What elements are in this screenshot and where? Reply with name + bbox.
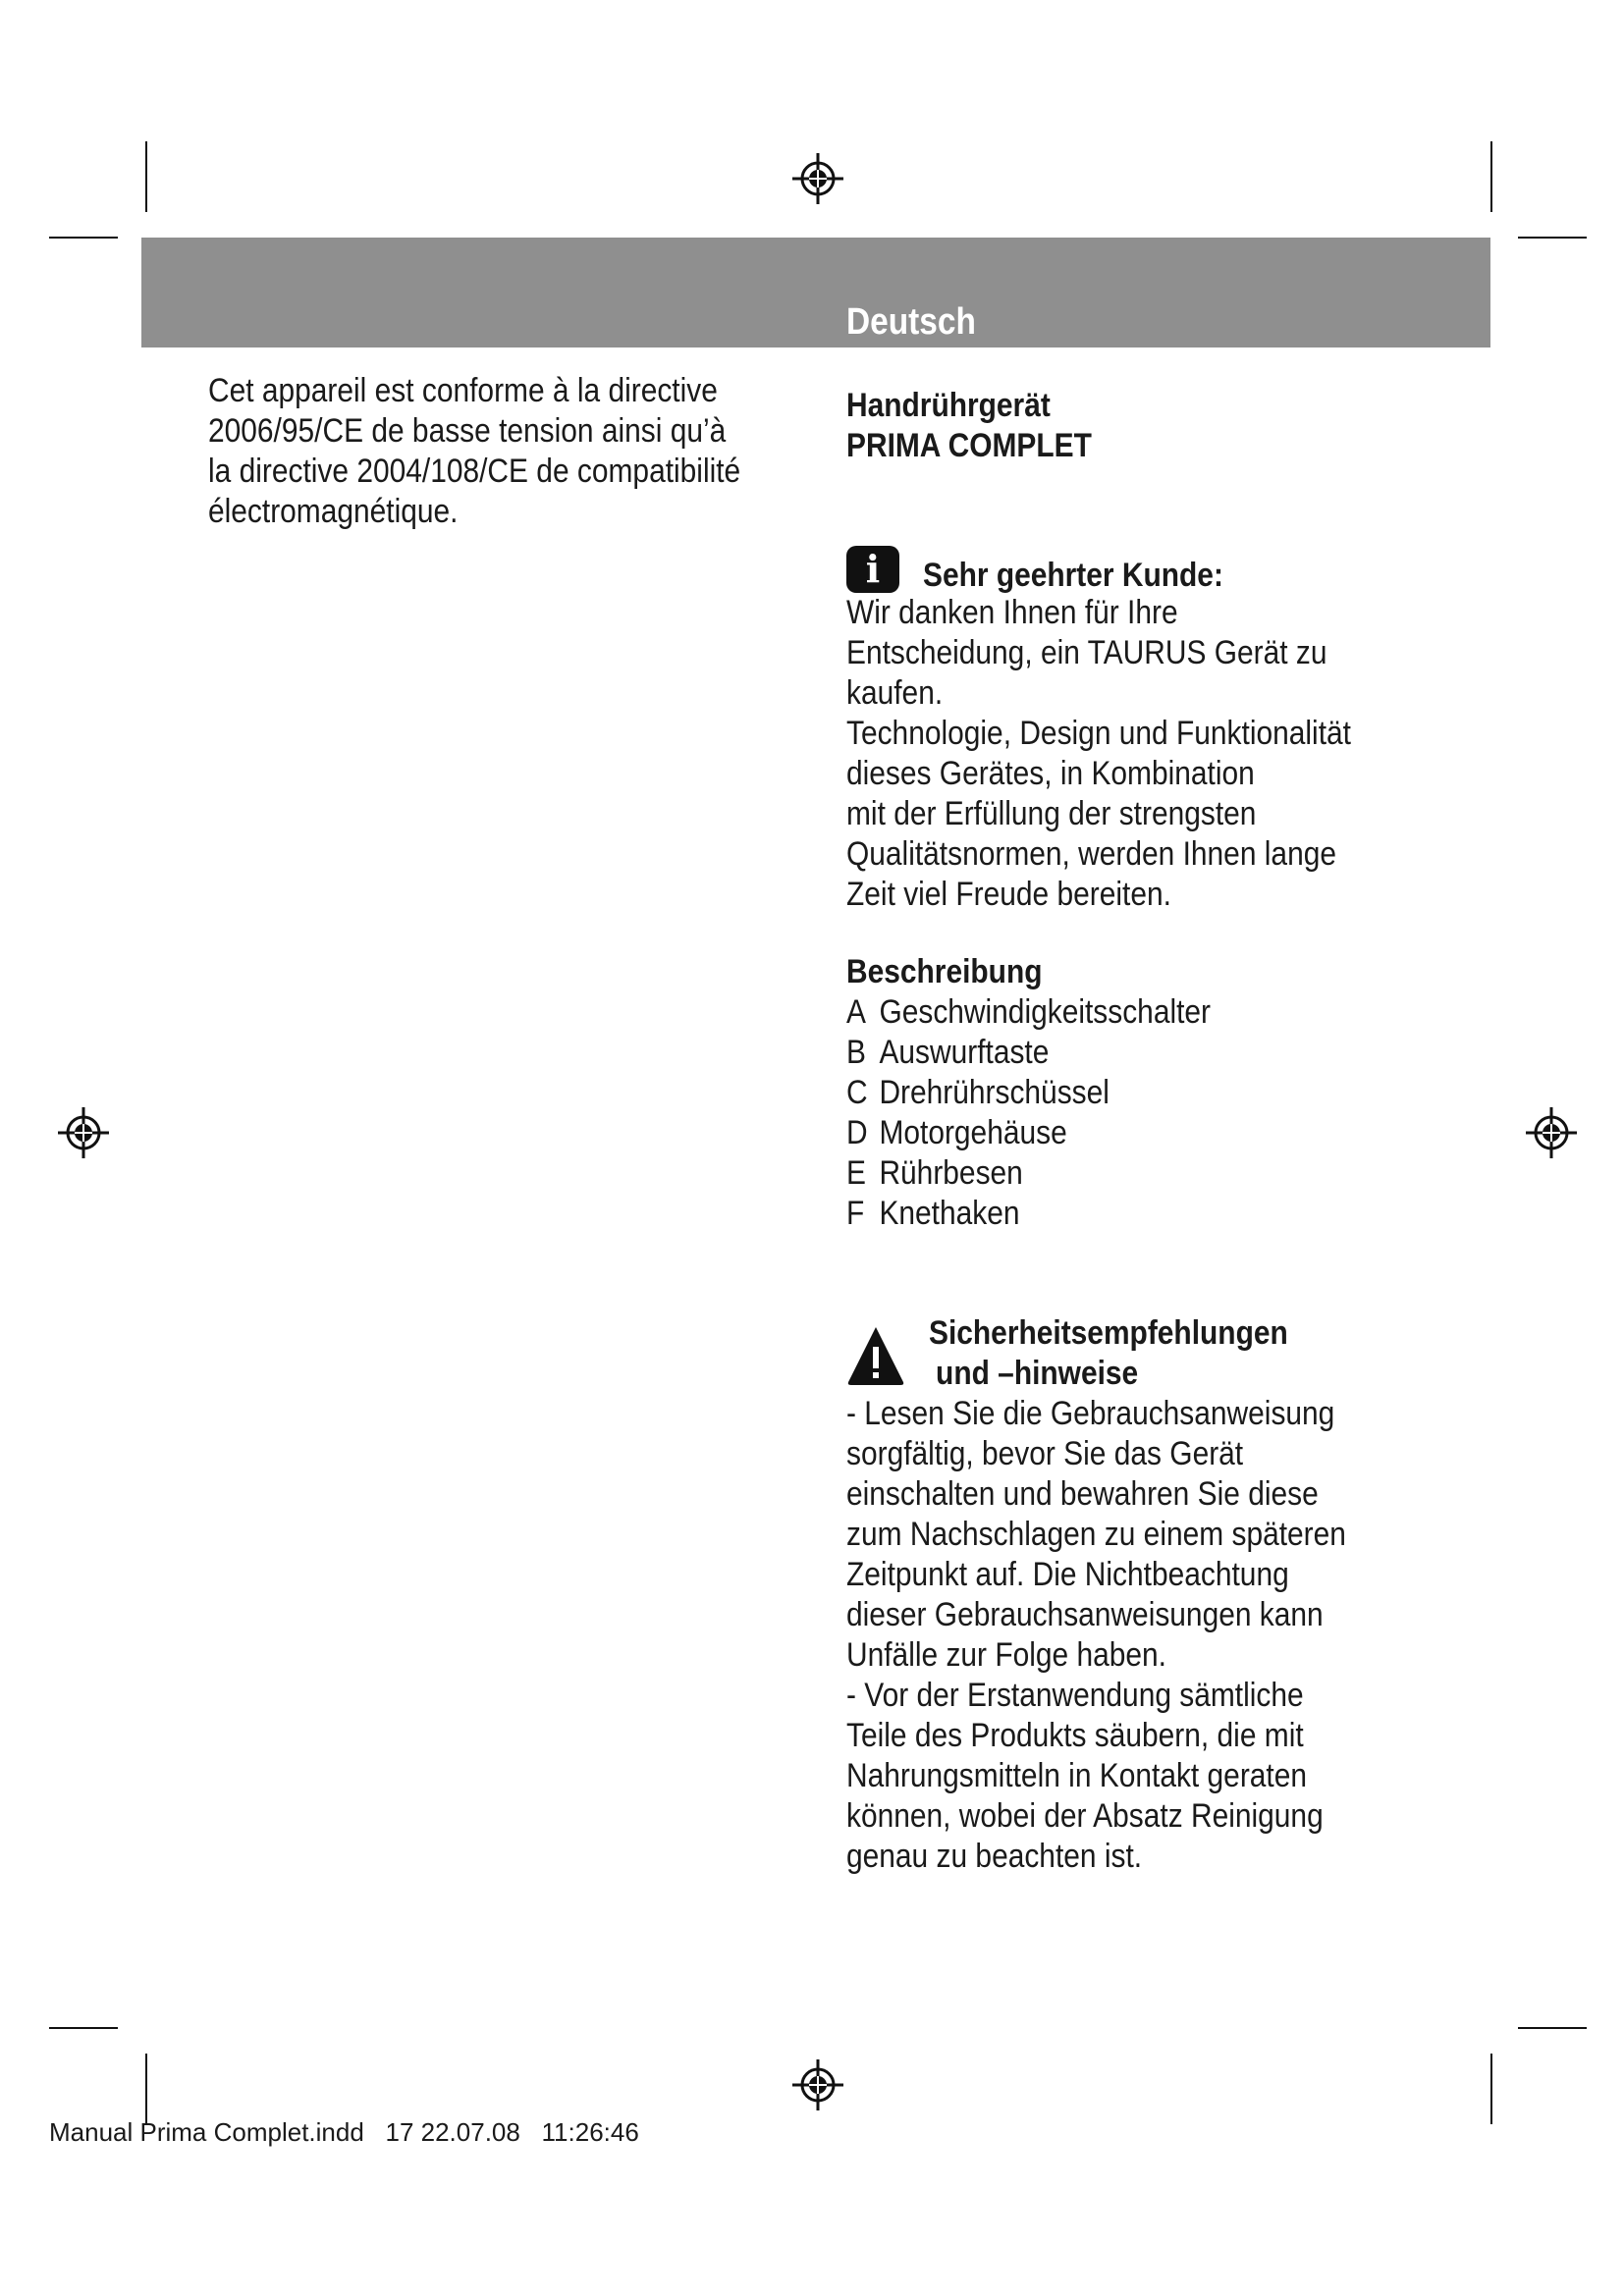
item-letter: C [846, 1074, 868, 1111]
safety-line: Nahrungsmitteln in Kontakt geraten [846, 1757, 1308, 1794]
crop-mark-top-left-horizontal [49, 237, 118, 239]
safety-line: genau zu beachten ist. [846, 1838, 1143, 1875]
greeting-header [846, 546, 1420, 593]
language-title: Deutsch [846, 301, 976, 343]
language-banner [141, 238, 1490, 347]
crop-mark-bottom-left-horizontal [49, 2027, 118, 2029]
safety-heading-line2: und –hinweise [936, 1355, 1139, 1392]
safety-line: können, wobei der Absatz Reinigung [846, 1797, 1324, 1835]
greeting-line: Qualitätsnormen, werden Ihnen lange [846, 835, 1336, 873]
slug-file: Manual Prima Complet.indd [49, 2117, 364, 2147]
crop-mark-top-right-vertical [1490, 141, 1492, 212]
greeting-line: Technologie, Design und Funktionalität [846, 715, 1351, 752]
conformity-line: 2006/95/CE de basse tension ainsi qu’à [208, 412, 727, 450]
greeting-line: Wir danken Ihnen für Ihre [846, 594, 1178, 631]
description-heading: Beschreibung [846, 953, 1043, 990]
registration-mark-top-icon [790, 151, 845, 206]
greeting-section [846, 546, 1420, 915]
item-letter: F [846, 1195, 865, 1232]
item-label: Drehrührschüssel [879, 1074, 1110, 1111]
product-title [846, 386, 1125, 466]
conformity-line: la directive 2004/108/CE de compatibilité [208, 453, 741, 490]
safety-line: dieser Gebrauchsanweisungen kann [846, 1596, 1324, 1633]
product-model: PRIMA COMPLET [846, 427, 1092, 464]
safety-heading-line1: Sicherheitsempfehlungen [929, 1314, 1288, 1352]
product-type: Handrührgerät [846, 387, 1051, 424]
item-letter: D [846, 1114, 868, 1151]
description-item [846, 1153, 1211, 1194]
conformity-statement [208, 371, 813, 532]
conformity-line: Cet appareil est conforme à la directive [208, 372, 718, 409]
item-label: Geschwindigkeitsschalter [879, 993, 1212, 1031]
greeting-line: Zeit viel Freude bereiten. [846, 876, 1171, 913]
crop-mark-top-left-vertical [145, 141, 147, 212]
item-letter: B [846, 1034, 866, 1071]
safety-line: - Vor der Erstanwendung sämtliche [846, 1677, 1304, 1714]
item-letter: E [846, 1154, 866, 1192]
slug-time: 11:26:46 [541, 2117, 639, 2147]
greeting-line: Entscheidung, ein TAURUS Gerät zu [846, 634, 1327, 671]
safety-line: - Lesen Sie die Gebrauchsanweisung [846, 1395, 1335, 1432]
description-item [846, 1113, 1211, 1153]
item-label: Knethaken [879, 1195, 1020, 1232]
slug-date: 22.07.08 [420, 2117, 520, 2147]
greeting-heading: Sehr geehrter Kunde: [923, 557, 1223, 594]
description-item [846, 1073, 1211, 1113]
item-label: Auswurftaste [879, 1034, 1050, 1071]
registration-mark-right-icon [1524, 1105, 1579, 1160]
safety-line: zum Nachschlagen zu einem späteren [846, 1516, 1346, 1553]
warning-icon [846, 1325, 905, 1386]
registration-mark-left-icon [56, 1105, 111, 1160]
description-item [846, 992, 1211, 1033]
safety-line: einschalten und bewahren Sie diese [846, 1475, 1319, 1513]
crop-mark-top-right-horizontal [1518, 237, 1587, 239]
crop-mark-bottom-right-horizontal [1518, 2027, 1587, 2029]
safety-line: Zeitpunkt auf. Die Nichtbeachtung [846, 1556, 1289, 1593]
safety-line: Teile des Produkts säubern, die mit [846, 1717, 1304, 1754]
safety-header [846, 1313, 1414, 1394]
registration-mark-bottom-icon [790, 2057, 845, 2112]
description-item [846, 1194, 1211, 1234]
slug-page: 17 [385, 2117, 414, 2147]
greeting-line: kaufen. [846, 674, 944, 712]
safety-line: Unfälle zur Folge haben. [846, 1636, 1166, 1674]
item-letter: A [846, 993, 866, 1031]
safety-section [846, 1313, 1414, 1877]
item-label: Rührbesen [879, 1154, 1023, 1192]
crop-mark-bottom-right-vertical [1490, 2054, 1492, 2124]
safety-line: sorgfältig, bevor Sie das Gerät [846, 1435, 1244, 1472]
safety-heading [929, 1313, 1337, 1394]
print-slug [49, 2117, 639, 2148]
info-icon: i [846, 546, 899, 593]
item-label: Motorgehäuse [879, 1114, 1067, 1151]
description-item [846, 1033, 1211, 1073]
description-section [846, 952, 1261, 1234]
greeting-line: dieses Gerätes, in Kombination [846, 755, 1255, 792]
conformity-line: électromagnétique. [208, 493, 459, 530]
greeting-line: mit der Erfüllung der strengsten [846, 795, 1257, 832]
crop-mark-bottom-left-vertical [145, 2054, 147, 2124]
